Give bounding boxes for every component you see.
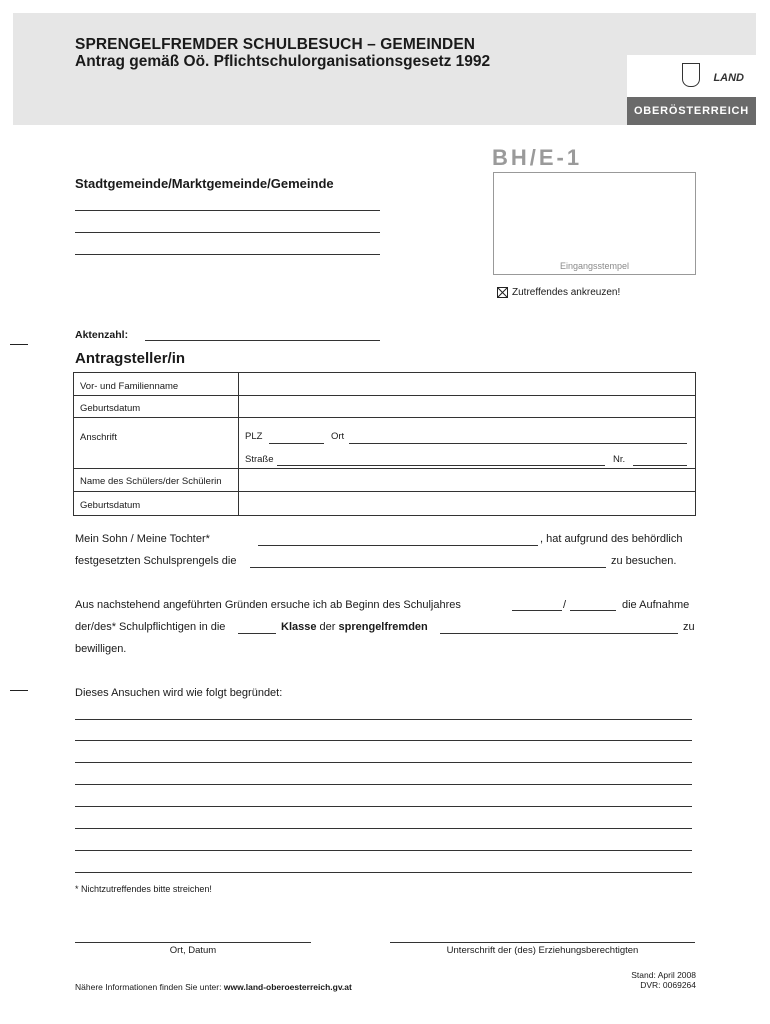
signature-field[interactable] — [390, 942, 695, 943]
reason-label: Dieses Ansuchen wird wie folgt begründet: — [75, 687, 283, 699]
table-row — [74, 418, 695, 469]
year-slash: / — [563, 599, 567, 611]
place-date-field[interactable] — [75, 942, 311, 943]
para2-end: bewilligen. — [75, 643, 127, 655]
dvr-number: DVR: 0069264 — [640, 980, 696, 990]
reason-line-2[interactable] — [75, 740, 692, 741]
nr-label: Nr. — [613, 454, 626, 465]
reason-line-1[interactable] — [75, 719, 692, 720]
form-code: BH/E-1 — [492, 145, 583, 170]
reason-line-3[interactable] — [75, 762, 692, 763]
student-birth-label: Geburtsdatum — [74, 492, 239, 515]
klasse-text: Klasse — [281, 621, 317, 633]
applicant-heading: Antragsteller/in — [75, 350, 186, 367]
para1-end: zu besuchen. — [611, 555, 677, 567]
nr-field[interactable] — [633, 465, 687, 466]
form-title: SPRENGELFREMDER SCHULBESUCH – GEMEINDEN — [75, 36, 476, 53]
sprengelfremden-text: sprengelfremden — [338, 621, 428, 633]
applicant-table — [73, 372, 696, 516]
birth-label: Geburtsdatum — [74, 396, 239, 417]
footnote: * Nichtzutreffendes bitte streichen! — [75, 884, 212, 894]
der-text: der — [319, 621, 336, 633]
target-school-field[interactable] — [440, 633, 678, 634]
zu-text: zu — [683, 621, 695, 633]
checked-box-icon — [497, 287, 508, 298]
student-birth-field[interactable] — [239, 492, 695, 515]
municipality-heading: Stadtgemeinde/Marktgemeinde/Gemeinde — [75, 176, 334, 191]
ort-label: Ort — [331, 431, 345, 442]
checkbox-note — [497, 287, 620, 298]
ort-field[interactable] — [349, 443, 687, 444]
school-year-from[interactable] — [512, 610, 562, 611]
plz-label: PLZ — [245, 431, 263, 442]
school-year-to[interactable] — [570, 610, 616, 611]
address-label: Anschrift — [74, 418, 239, 468]
stand-date: Stand: April 2008 — [631, 970, 696, 980]
street-label: Straße — [245, 454, 274, 465]
reason-line-4[interactable] — [75, 784, 692, 785]
file-number-field[interactable] — [145, 340, 380, 341]
address-field — [239, 418, 695, 468]
student-name-label: Name des Schülers/der Schülerin — [74, 469, 239, 491]
student-name-field[interactable] — [239, 469, 695, 491]
logo — [627, 55, 756, 125]
form-subtitle: Antrag gemäß Oö. Pflichtschulorganisationsgesetz 1992 — [75, 53, 491, 70]
crest-icon — [682, 63, 700, 87]
reason-line-6[interactable] — [75, 828, 692, 829]
table-row — [74, 373, 695, 396]
para1-line2: festgesetzten Schulsprengels die — [75, 555, 237, 567]
name-field[interactable] — [239, 373, 695, 395]
name-label: Vor- und Familienname — [74, 373, 239, 395]
fold-mark — [10, 344, 28, 345]
para2-line2: der/des* Schulpflichtigen in die — [75, 621, 226, 633]
footer-info-prefix: Nähere Informationen finden Sie unter: — [75, 982, 224, 992]
place-date-label: Ort, Datum — [169, 945, 217, 956]
footer-url-link[interactable]: www.land-oberoesterreich.gv.at — [223, 982, 352, 992]
municipality-line-2[interactable] — [75, 232, 380, 233]
school-field[interactable] — [250, 567, 606, 568]
para2-klasse-line — [281, 621, 428, 633]
logo-land-text: LAND — [713, 72, 744, 84]
plz-field[interactable] — [269, 443, 324, 444]
fold-mark — [10, 690, 28, 691]
birth-field[interactable] — [239, 396, 695, 417]
logo-region-text: OBERÖSTERREICH — [627, 97, 756, 125]
table-row — [74, 396, 695, 418]
receipt-stamp-box — [493, 172, 696, 275]
reason-line-5[interactable] — [75, 806, 692, 807]
street-field[interactable] — [277, 465, 605, 466]
para1-cont: , hat aufgrund des behördlich — [540, 533, 683, 545]
municipality-line-3[interactable] — [75, 254, 380, 255]
para1-start: Mein Sohn / Meine Tochter* — [75, 533, 210, 545]
municipality-line-1[interactable] — [75, 210, 380, 211]
class-field[interactable] — [238, 633, 276, 634]
reason-line-7[interactable] — [75, 850, 692, 851]
child-name-field[interactable] — [258, 545, 538, 546]
reason-line-8[interactable] — [75, 872, 692, 873]
table-row — [74, 469, 695, 492]
checkbox-note-text: Zutreffendes ankreuzen! — [512, 287, 621, 298]
para2-start: Aus nachstehend angeführten Gründen ersuche ich ab Beginn des Schuljahres — [75, 599, 461, 611]
footer-meta — [600, 970, 696, 990]
table-row — [74, 492, 695, 515]
stamp-label: Eingangsstempel — [559, 261, 630, 271]
file-number-label: Aktenzahl: — [75, 329, 129, 341]
signature-label: Unterschrift der (des) Erziehungsberechtigten — [446, 945, 639, 956]
para2-cont: die Aufnahme — [622, 599, 690, 611]
footer-info — [75, 982, 352, 992]
